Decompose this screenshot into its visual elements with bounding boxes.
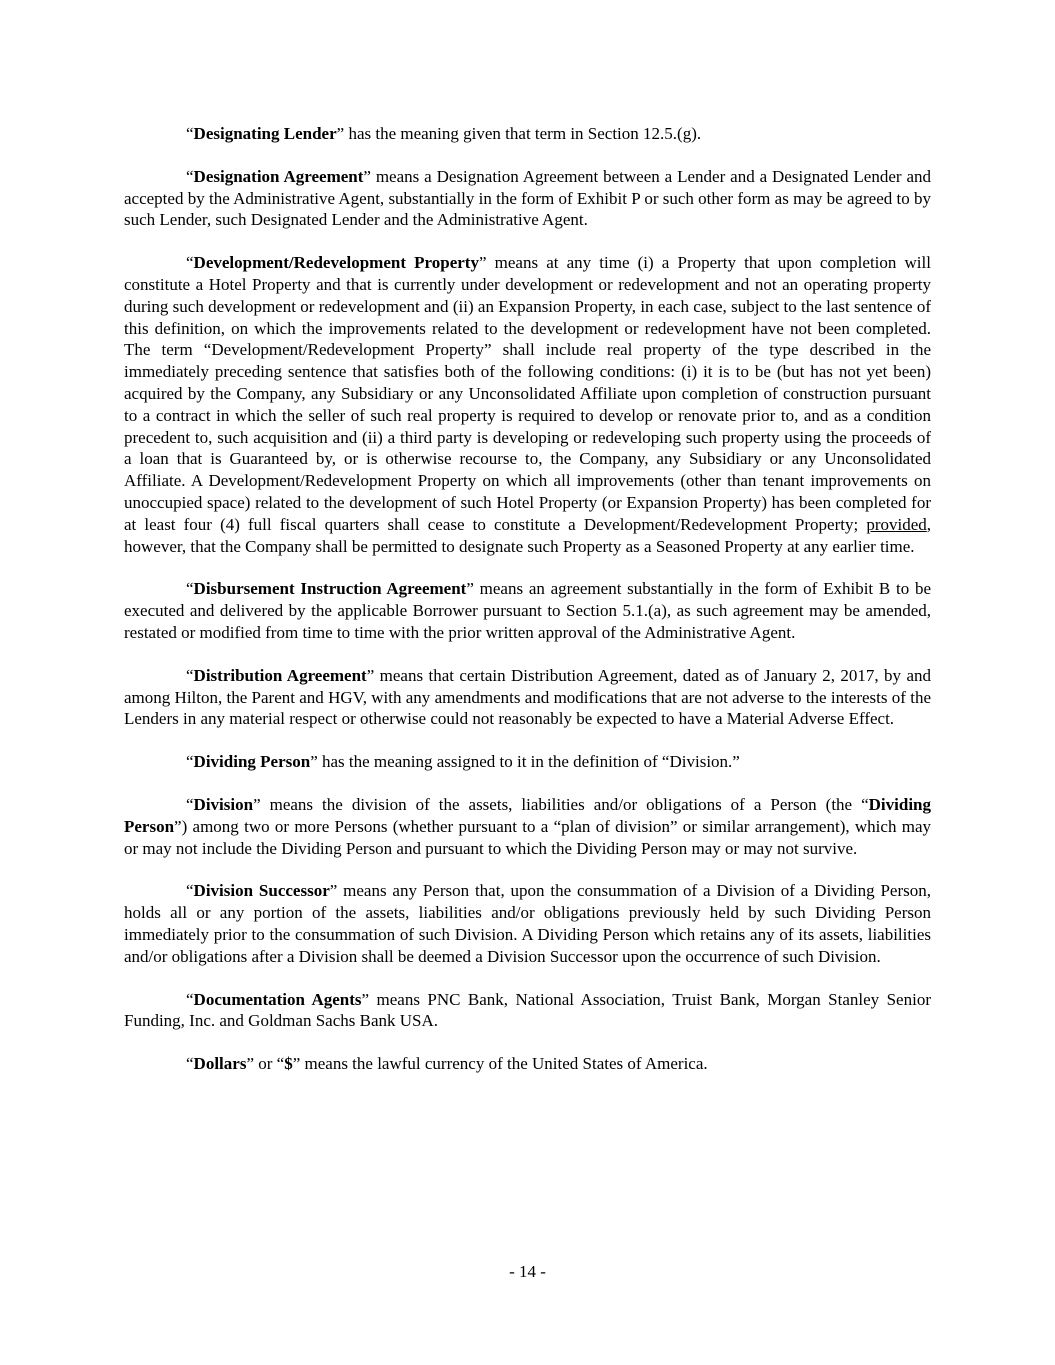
definition-development-redevelopment-property: “Development/Redevelopment Property” means at any time (i) a Property that upon completion will constitute a Hotel Property and that is currently under development or redevelopment and not an operating property during such development or redevelopment and (ii) an Expansion Property, in each case, subject to the last sentence of this definition, on which the improvements related to the development or redevelopment have not been completed. The term “Development/Redevelopment Property” shall include real property of the type described in the immediately preceding sentence that satisfies both of the following conditions: (i) it is to be (but has not yet been) acquired by the Company, any Subsidiary or any Unconsolidated Affiliate upon completion of construction pursuant to a contract in which the seller of such real property is required to develop or renovate prior to, and as a condition precedent to, such acquisition and (ii) a third party is developing or redeveloping such property using the proceeds of a loan that is Guaranteed by, or is otherwise recourse to, the Company, any Subsidiary or any Unconsolidated Affiliate. A Development/Redevelopment Property on which all improvements (other than tenant improvements on unoccupied space) related to the development of such Hotel Property (or Expansion Property) has been completed for at least four (4) full fiscal quarters shall cease to constitute a Development/Redevelopment Property; provided, however, that the Company shall be permitted to designate such Property as a Seasoned Property at any earlier time. <box>124 253 931 556</box>
defined-term: Division Successor <box>193 881 330 901</box>
definition-disbursement-instruction-agreement: “Disbursement Instruction Agreement” means an agreement substantially in the form of Exhibit B to be executed and delivered by the applicable Borrower pursuant to Section 5.1.(a), as such agreement may be amended, restated or modified from time to time with the prior written approval of the Administrative Agent. <box>124 579 932 642</box>
inner-defined-term: Dividing Person <box>124 794 931 836</box>
defined-term: Designating Lender <box>193 124 337 143</box>
definition-text: has the meaning assigned to it in the definition of “Division.” <box>317 752 740 772</box>
defined-term: Disbursement Instruction Agreement <box>193 579 467 599</box>
definition-distribution-agreement: “Distribution Agreement” means that certain Distribution Agreement, dated as of January 2, 2017, by and among Hilton, the Parent and HGV, with any amendments and modifications that are not adverse to the interests of the Lenders in any material respect or otherwise could not reasonably be expected to have a Material Adverse Effect. <box>124 665 931 729</box>
defined-term-symbol: $ <box>284 1054 293 1074</box>
defined-term: Dollars <box>193 1054 247 1074</box>
definition-text-continued: , however, that the Company shall be permitted to designate such Property as a Seasoned Property at any earlier time. <box>124 514 931 556</box>
definition-dollars: “Dollars” or “$” means the lawful currency of the United States of America. <box>186 1054 708 1074</box>
definition-text: means that certain Distribution Agreement, dated as of January 2, 2017, by and among Hilton, the Parent and HGV, with any amendments and modifications that are not adverse to the interests of the Lenders in any material respect or otherwise could not reasonably be expected to have a Material Adverse Effect. <box>124 665 931 729</box>
definition-documentation-agents: “Documentation Agents” means PNC Bank, National Association, Truist Bank, Morgan Stanley Senior Funding, Inc. and Goldman Sachs Bank USA. <box>124 989 931 1031</box>
defined-term: Dividing Person <box>193 752 311 772</box>
definition-text: means at any time (i) a Property that upon completion will constitute a Hotel Property and that is currently under development or redevelopment and not an operating property during such development or redevelopment and (ii) an Expansion Property, in each case, subject to the last sentence of this definition, on which the improvements related to the development or redevelopment have not been completed. The term “Development/Redevelopment Property” shall include real property of the type described in the immediately preceding sentence that satisfies both of the following conditions: (i) it is to be (but has not yet been) acquired by the Company, any Subsidiary or any Unconsolidated Affiliate upon completion of construction pursuant to a contract in which the seller of such real property is required to develop or renovate prior to, and as a condition precedent to, such acquisition and (ii) a third party is developing or redeveloping such property using the proceeds of a loan that is Guaranteed by, or is otherwise recourse to, the Company, any Subsidiary or any Unconsolidated Affiliate. A Development/Redevelopment Property on which all improvements (other than tenant improvements on unoccupied space) related to the development of such Hotel Property (or Expansion Property) has been completed for at least four (4) full fiscal quarters shall cease to constitute a Development/Redevelopment Property; <box>124 253 931 534</box>
definition-text: has the meaning given that term in Section 12.5.(g). <box>344 124 702 143</box>
definition-text: means an agreement substantially in the form of Exhibit B to be executed and delivered by the applicable Borrower pursuant to Section 5.1.(a), as such agreement may be amended, restated or modified from time to time with the prior written approval of the Administrative Agent. <box>124 579 932 642</box>
term-separator: ” or “ <box>246 1054 285 1074</box>
underlined-word: provided <box>866 514 927 534</box>
defined-term: Designation Agreement <box>193 166 364 186</box>
definition-designating-lender: “Designating Lender” has the meaning given that term in Section 12.5.(g). <box>186 124 702 143</box>
definition-text: means the division of the assets, liabilities and/or obligations of a Person (the “ <box>260 794 869 814</box>
definition-text: means the lawful currency of the United States of America. <box>300 1054 708 1074</box>
document-page <box>124 123 931 1096</box>
definition-text: means PNC Bank, National Association, Truist Bank, Morgan Stanley Senior Funding, Inc. and Goldman Sachs Bank USA. <box>124 989 931 1031</box>
definition-designation-agreement: “Designation Agreement” means a Designation Agreement between a Lender and a Designated Lender and accepted by the Administrative Agent, substantially in the form of Exhibit P or such other form as may be agreed to by such Lender, such Designated Lender and the Administrative Agent. <box>124 166 931 230</box>
page-number: - 14 - <box>509 1262 546 1281</box>
defined-term: Documentation Agents <box>193 989 362 1009</box>
defined-term: Distribution Agreement <box>193 665 367 685</box>
defined-term: Development/Redevelopment Property <box>193 253 479 273</box>
definition-division-successor: “Division Successor” means any Person that, upon the consummation of a Division of a Dividing Person, holds all or any portion of the assets, liabilities and/or obligations previously held by such Dividing Person immediately prior to the consummation of such Division. A Dividing Person which retains any of its assets, liabilities and/or obligations after a Division shall be deemed a Division Successor upon the occurrence of such Division. <box>124 881 932 966</box>
definition-text-continued: ”) among two or more Persons (whether pursuant to a “plan of division” or similar arrangement), which may or may not include the Dividing Person and pursuant to which the Dividing Person may or may not survive. <box>124 816 931 858</box>
definition-text: means a Designation Agreement between a Lender and a Designated Lender and accepted by the Administrative Agent, substantially in the form of Exhibit P or such other form as may be agreed to by such Lender, such Designated Lender and the Administrative Agent. <box>124 166 931 230</box>
definition-division: “Division” means the division of the assets, liabilities and/or obligations of a Person (the “Dividing Person”) among two or more Persons (whether pursuant to a “plan of division” or similar arrangement), which may or may not include the Dividing Person and pursuant to which the Dividing Person may or may not survive. <box>124 794 931 858</box>
definition-dividing-person: “Dividing Person” has the meaning assigned to it in the definition of “Division.” <box>186 752 740 772</box>
defined-term: Division <box>193 794 254 814</box>
definition-text: means any Person that, upon the consummation of a Division of a Dividing Person, holds all or any portion of the assets, liabilities and/or obligations previously held by such Dividing Person immediately prior to the consummation of such Division. A Dividing Person which retains any of its assets, liabilities and/or obligations after a Division shall be deemed a Division Successor upon the occurrence of such Division. <box>124 881 932 966</box>
